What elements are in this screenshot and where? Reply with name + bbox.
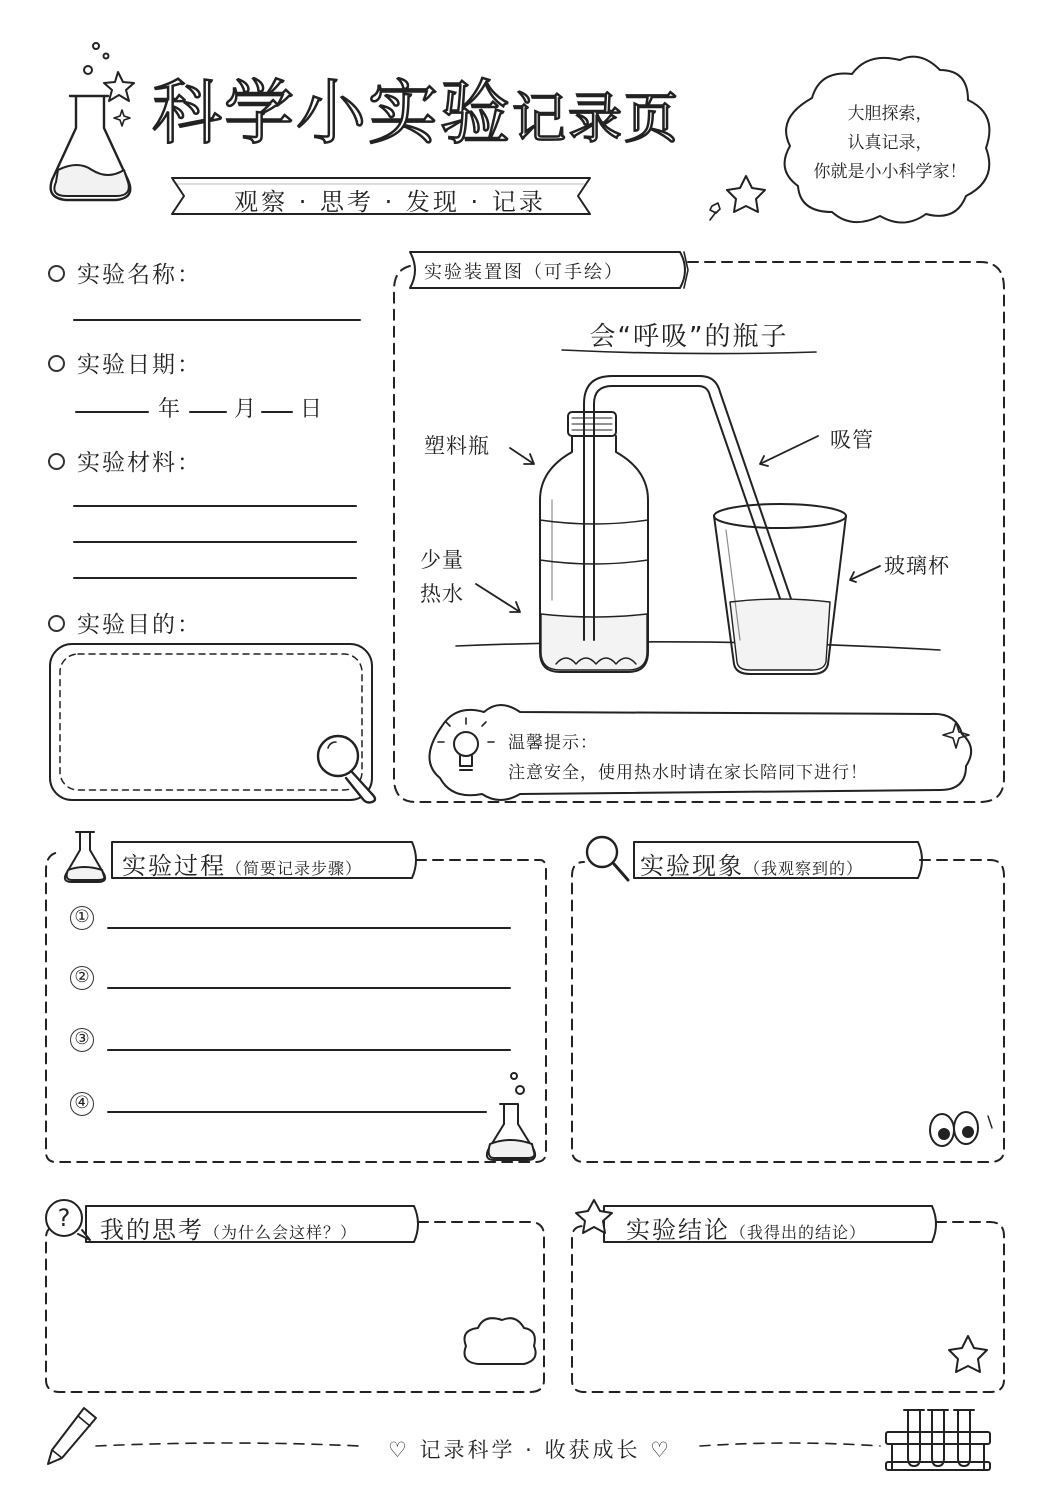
- date-year-label: 年: [158, 397, 181, 422]
- conclusion-textarea[interactable]: [586, 1252, 940, 1382]
- bullet-circle-icon: [48, 355, 65, 372]
- step-number: ③: [70, 1028, 94, 1052]
- cloud-line: 认真记录，: [847, 133, 933, 153]
- thinking-subtitle: （为什么会这样？）: [204, 1223, 358, 1242]
- conclusion-subtitle: （我得出的结论）: [730, 1223, 867, 1242]
- name-label: [48, 256, 202, 289]
- bullet-circle-icon: [48, 615, 65, 632]
- step-input-1[interactable]: [108, 902, 514, 929]
- cloud-line: 你就是小小科学家！: [813, 162, 967, 182]
- phenomenon-header: [640, 846, 863, 881]
- date-label-text: 实验日期：: [77, 352, 202, 378]
- conclusion-title: 实验结论: [626, 1216, 730, 1244]
- pencil-icon: [48, 1408, 96, 1464]
- bullet-circle-icon: [48, 453, 65, 470]
- bullet-circle-icon: [48, 265, 65, 282]
- step-number: ②: [70, 966, 94, 990]
- page-title: [152, 72, 680, 154]
- label-bottle: 塑料瓶: [424, 434, 490, 458]
- page-title-main: 科学小实验: [152, 72, 512, 154]
- name-input[interactable]: [74, 290, 364, 321]
- cloud-message: [792, 100, 988, 187]
- process-subtitle: （简要记录步骤）: [226, 859, 363, 878]
- star-icon: [943, 722, 969, 748]
- magnifier-icon: [587, 837, 628, 880]
- cloud-icon: [465, 1318, 536, 1364]
- date-day-label: 日: [300, 397, 323, 422]
- thinking-title: 我的思考: [100, 1216, 204, 1244]
- step-number: ④: [70, 1092, 94, 1116]
- materials-input-2[interactable]: [74, 514, 360, 543]
- star-icon: [104, 72, 134, 126]
- date-label: [48, 346, 202, 379]
- ribbon-text: 观察 · 思考 · 发现 · 记录: [234, 188, 546, 216]
- name-label-text: 实验名称：: [77, 262, 202, 288]
- step-lines: [108, 928, 510, 1112]
- glass-drawing: [714, 504, 846, 674]
- date-day-input[interactable]: [262, 384, 296, 413]
- eyes-icon: [930, 1112, 992, 1146]
- step-input-4[interactable]: [108, 1086, 490, 1113]
- purpose-label: [48, 606, 202, 639]
- tip-body: 注意安全，使用热水时请在家长陪同下进行！: [508, 763, 868, 783]
- purpose-label-text: 实验目的：: [77, 612, 202, 638]
- step-number: ①: [70, 906, 94, 930]
- star-icon: [710, 176, 765, 220]
- phenomenon-subtitle: （我观察到的）: [744, 859, 864, 878]
- date-month-label: 月: [234, 397, 257, 422]
- step-input-3[interactable]: [108, 1024, 514, 1051]
- diagram-title: 会“呼吸”的瓶子: [589, 322, 789, 352]
- flask-icon: [65, 832, 105, 882]
- materials-input-1[interactable]: [74, 478, 360, 507]
- label-straw: 吸管: [830, 428, 874, 452]
- phenomenon-title: 实验现象: [640, 852, 744, 880]
- label-glass: 玻璃杯: [884, 554, 950, 578]
- diagram-tab-label: 实验装置图（可手绘）: [424, 262, 624, 283]
- process-frame: [46, 842, 546, 1162]
- date-year-input[interactable]: [76, 384, 152, 413]
- materials-label: [48, 444, 202, 477]
- step-input-2[interactable]: [108, 962, 514, 989]
- process-header: [122, 846, 362, 881]
- thinking-textarea[interactable]: [60, 1252, 454, 1382]
- date-month-input[interactable]: [190, 384, 230, 413]
- conclusion-header: [626, 1210, 866, 1245]
- materials-input-3[interactable]: [74, 550, 360, 579]
- purpose-textarea[interactable]: [66, 660, 330, 784]
- question-icon: ?: [57, 1204, 71, 1232]
- flask-icon: [487, 1073, 535, 1160]
- process-title: 实验过程: [122, 852, 226, 880]
- thinking-header: [100, 1210, 357, 1245]
- test-tubes-icon: [886, 1410, 990, 1470]
- label-hot-water-2: 热水: [420, 582, 464, 606]
- ground-line: [456, 642, 940, 650]
- label-arrows: [476, 436, 880, 612]
- footer-text: ♡ 记录科学 · 收获成长 ♡: [387, 1438, 673, 1462]
- lightbulb-icon: [438, 718, 494, 770]
- label-hot-water-1: 少量: [420, 548, 464, 572]
- page-title-tail: 记录页: [512, 87, 680, 150]
- phenomenon-textarea[interactable]: [584, 890, 918, 1114]
- flask-icon: [51, 43, 131, 200]
- cloud-line: 大胆探索，: [847, 104, 933, 124]
- materials-label-text: 实验材料：: [77, 450, 202, 476]
- tip-title: 温馨提示：: [508, 733, 598, 753]
